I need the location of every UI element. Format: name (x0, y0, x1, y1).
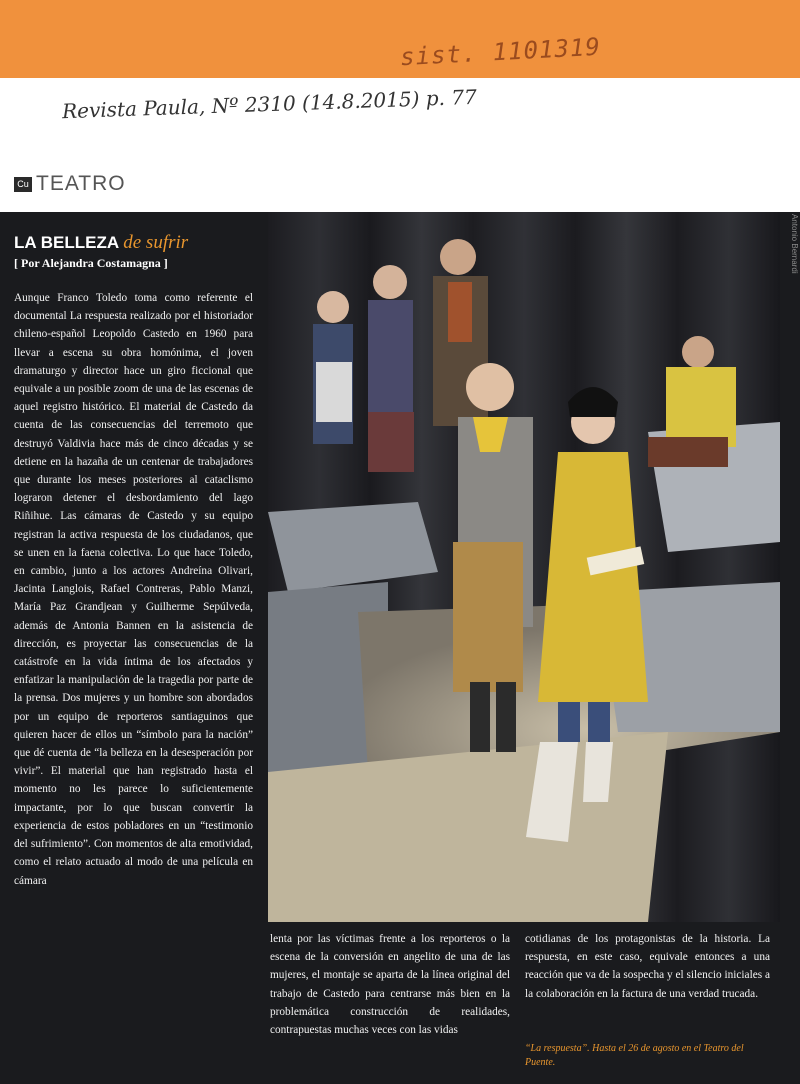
section-header (14, 172, 126, 196)
handwritten-source-note: Revista Paula, Nº 2310 (14.8.2015) p. 77 (61, 84, 478, 124)
photo-credit: Antonio Bernardi (790, 214, 799, 274)
headline-main: LA BELLEZA (14, 233, 119, 252)
archive-stamp: sist. 1101319 (399, 32, 602, 72)
section-icon: Cu (14, 177, 32, 192)
stage-photo-illustration (268, 212, 780, 922)
article-headline (14, 232, 188, 254)
section-label: TEATRO (36, 172, 126, 195)
article-column-3: cotidianas de los protagonistas de la historia. La respuesta, en este caso, equivale entonces a una reacción que va de la sospecha y el silencio iniciales a la colaboración en la factura de una verdad trucada. (525, 933, 770, 1000)
headline-accent: de sufrir (123, 232, 189, 253)
article-byline: [ Por Alejandra Costamagna ] (14, 256, 168, 270)
article-column-2: lenta por las víctimas frente a los reporteros o la escena de la conversión en angelito de una de las mujeres, el montaje se aparta de la línea original del trabajo de Castedo para centrarse más bien en la problemática construcción de realidades, contrapuestas muchas veces con las vidas (270, 933, 510, 1037)
article-column-1: Aunque Franco Toledo toma como referente el documental La respuesta realizado por el historiador chileno-español Leopoldo Castedo en 1960 para llevar a escena su obra homónima, el joven dramaturgo y director hace un giro ficcional que equivale a un posible zoom de una de las escenas de aquel registro histórico. El material de Castedo da cuenta de las consecuencias del terremoto que destruyó Valdivia hace más de cinco décadas y se detiene en la hazaña de un centenar de trabajadores que durante los meses posteriores al cataclismo lograron detener el desbordamiento del lago Riñihue. Las cámaras de Castedo y su equipo registran la activa respuesta de los ciudadanos, que se unen en la faena colectiva. Lo que hace Toledo, en cambio, junto a los actores Andreína Olivari, Jacinta Langlois, Rafael Contreras, Pablo Manzi, María Paz Grandjean y Guilherme Sepúlveda, además de Antonia Bannen en la asistencia de dirección, es proyectar las consecuencias de la catástrofe en la vida íntima de los afectados y enfatizar la manipulación de la tragedia por parte de la prensa. Dos mujeres y un hombre son abordados por un equipo de reporteros santiaguinos que quieren hacer de ellos un “símbolo para la nación” que dé cuenta de “la belleza en la desesperación por vivir”. El material que han registrado hasta el momento no les parece lo suficientemente impactante, por lo que buscan convertir la experiencia de estos pobladores en un “testimonio del sufrimiento”. Con momentos de alta emotividad, como el relato actuado al modo de una película en cámara (14, 292, 253, 887)
photo-caption: “La respuesta”. Hasta el 26 de agosto en el Teatro del Puente. (525, 1043, 744, 1068)
stage-photo (268, 212, 780, 922)
